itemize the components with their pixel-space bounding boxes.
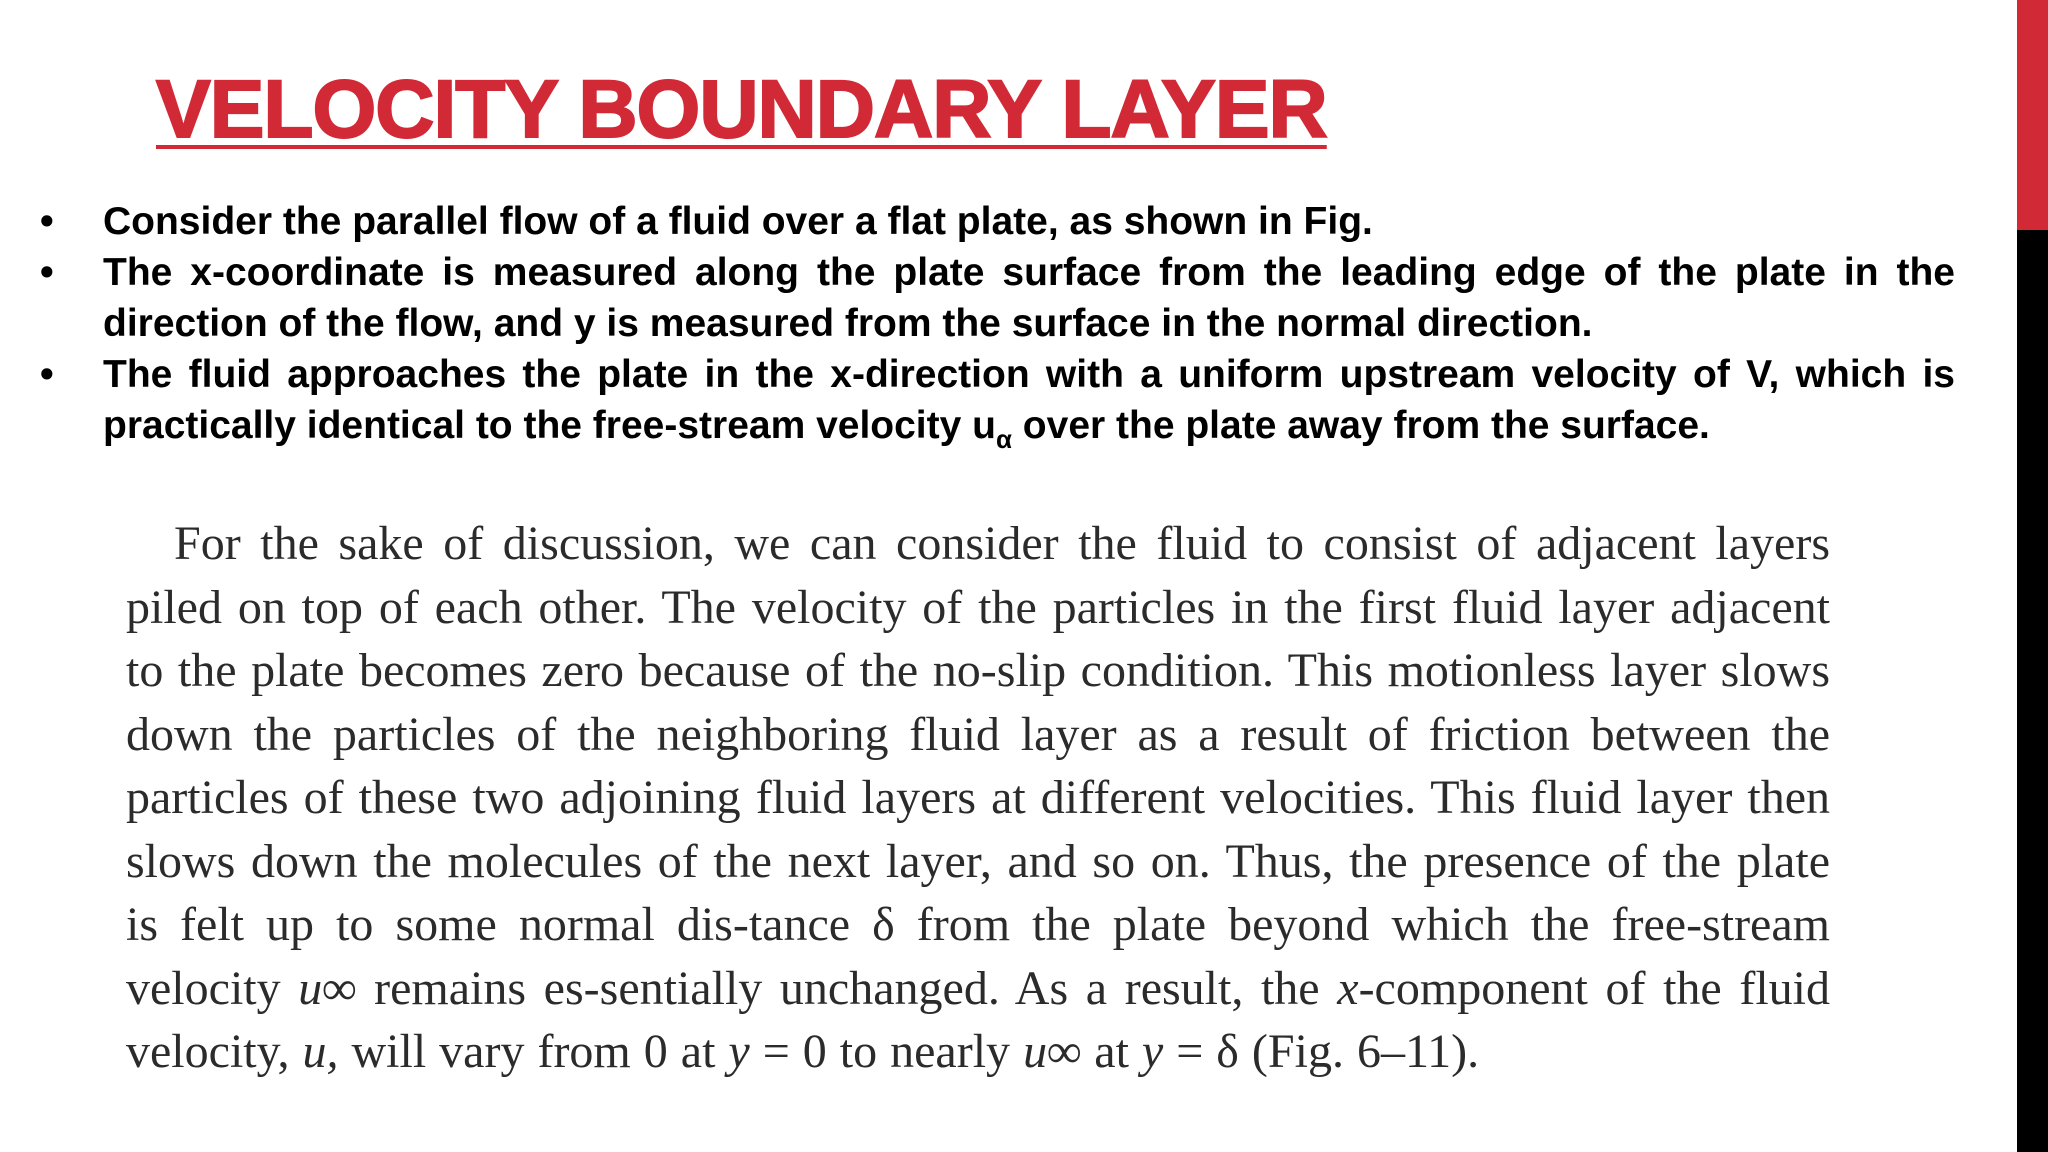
bullet-dot: • (40, 200, 54, 243)
excerpt-text: = 0 to nearly (749, 1025, 1024, 1078)
free-stream-velocity-symbol: u∞ (298, 961, 357, 1015)
textbook-excerpt (126, 512, 1830, 1084)
accent-bar-red (2017, 0, 2048, 230)
velocity-subscript: α (995, 424, 1012, 454)
bullet-item (40, 349, 1955, 454)
bullet-item (40, 196, 1955, 247)
y-symbol: y (1141, 1025, 1164, 1078)
slide-title: VELOCITY BOUNDARY LAYER (156, 64, 1327, 155)
free-stream-velocity-symbol: u∞ (1023, 1025, 1082, 1078)
bullet-item (40, 247, 1955, 349)
bullet-list (40, 196, 1955, 454)
excerpt-text: at (1081, 1025, 1142, 1078)
u-symbol: u, (302, 1025, 339, 1078)
excerpt-text: remains es-sentially unchanged. As a result, the (356, 961, 1338, 1015)
x-symbol: x (1337, 961, 1359, 1015)
bullet-text-after: over the plate away from the surface. (1011, 404, 1710, 447)
bullet-text-before: The fluid approaches the plate in the x-direction with a uniform upstream velocity of V, which is practically identical to the free-stream velocity u (103, 353, 1955, 447)
excerpt-text: = δ (Fig. 6–11). (1163, 1025, 1480, 1078)
excerpt-text: -component of the fluid velocity, (126, 961, 1830, 1078)
bullet-dot: • (40, 251, 54, 294)
accent-bar-black (2017, 230, 2048, 1152)
y-symbol: y (728, 1025, 750, 1078)
bullet-text: Consider the parallel flow of a fluid over a flat plate, as shown in Fig. (103, 200, 1373, 243)
bullet-text: The x-coordinate is measured along the plate surface from the leading edge of the plate in the direction of the flow, and y is measured from the surface in the normal direction. (103, 251, 1955, 345)
bullet-dot: • (40, 353, 54, 396)
excerpt-text: will vary from 0 at (338, 1025, 729, 1078)
excerpt-text: For the sake of discussion, we can consider the fluid to consist of adjacent layers piled on top of each other. The velocity of the particles in the first fluid layer adjacent to the plate becomes zero because of the no-slip condition. This motionless layer slows down the particles of the neighboring fluid layer as a result of friction between the particles of these two adjoining fluid layers at different velocities. This fluid layer then slows down the molecules of the next layer, and so on. Thus, the presence of the plate is felt up to some normal dis-tance δ from the plate beyond which the free-stream velocity (126, 517, 1830, 1015)
